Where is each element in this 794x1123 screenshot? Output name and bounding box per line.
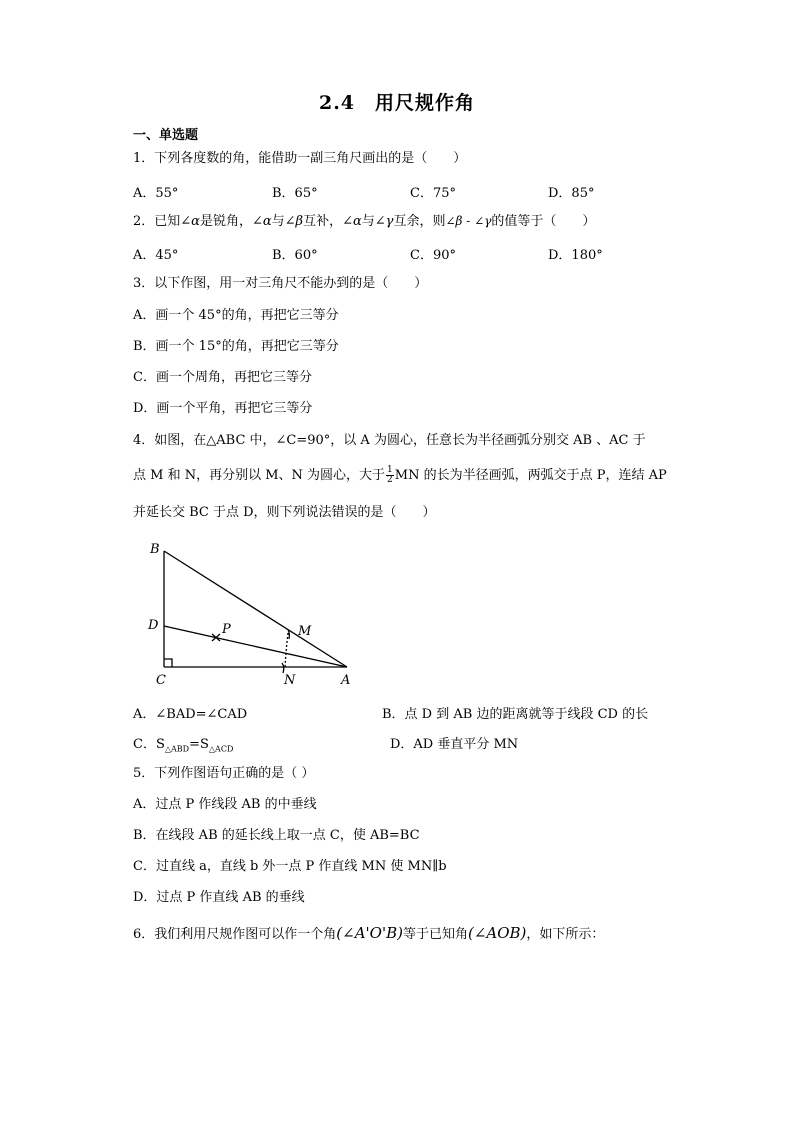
segment-ab bbox=[164, 551, 347, 667]
right-angle-mark bbox=[164, 659, 172, 667]
q3-option-a: A．画一个 45°的角，再把它三等分 bbox=[133, 308, 339, 323]
question-3-stem: 3．以下作图，用一对三角尺不能办到的是（ ） bbox=[133, 276, 428, 291]
label-a: A bbox=[341, 673, 351, 688]
question-6-stem: 6．我们利用尺规作图可以作一个角(∠A'O'B)等于已知角(∠AOB)，如下所示： bbox=[133, 924, 605, 942]
arc-mark-n bbox=[282, 663, 284, 673]
q3-option-d: D．画一个平角，再把它三等分 bbox=[133, 401, 313, 416]
arc-mn bbox=[285, 633, 288, 667]
q4-option-a: A．∠BAD=∠CAD bbox=[133, 707, 248, 722]
label-b: B bbox=[150, 542, 160, 557]
fraction-one-half: $\frac{1}{2}$ bbox=[387, 465, 393, 485]
q1-option-c: C．75° bbox=[410, 186, 456, 201]
q1-option-d: D．85° bbox=[548, 186, 595, 201]
question-1-stem: 1．下列各度数的角，能借助一副三角尺画出的是（ ） bbox=[133, 151, 467, 166]
question-4-line-1: 4．如图，在△ABC 中，∠C=90°，以 A 为圆心，任意长为半径画弧分别交 AB 、AC 于 bbox=[133, 433, 646, 448]
q4-option-c: C．$S_{\triangle ABD}=S_{\triangle ACD}$ bbox=[133, 737, 234, 754]
label-c: C bbox=[156, 673, 166, 688]
page-title: 2.4 用尺规作角 bbox=[318, 92, 476, 114]
q1-option-a: A．55° bbox=[133, 186, 179, 201]
q3-option-b: B．画一个 15°的角，再把它三等分 bbox=[133, 339, 339, 354]
question-4-line-2: 点 M 和 N，再分别以 M、N 为圆心，大于 $\frac{1}{2}$ MN 的长为半径画弧，两弧交于点 P，连结 AP bbox=[133, 465, 667, 485]
q4-option-d: D．AD 垂直平分 MN bbox=[390, 737, 519, 752]
q4-option-b: B．点 D 到 AB 边的距离就等于线段 CD 的长 bbox=[382, 707, 649, 722]
segment-ad bbox=[164, 626, 347, 667]
question-4-line-3: 并延长交 BC 于点 D，则下列说法错误的是（ ） bbox=[133, 505, 436, 520]
label-d: D bbox=[148, 618, 159, 633]
q5-option-b: B．在线段 AB 的延长线上取一点 C，使 AB=BC bbox=[133, 828, 420, 843]
q2-option-d: D．180° bbox=[548, 248, 603, 263]
q5-option-d: D．过点 P 作直线 AB 的垂线 bbox=[133, 890, 305, 905]
question-2-stem: 2．已知∠α是锐角，∠α与∠β互补，∠α与∠γ互余，则∠β - ∠γ的值等于（ ） bbox=[133, 214, 596, 229]
section-heading: 一、单选题 bbox=[133, 128, 199, 143]
q2-option-b: B．60° bbox=[272, 248, 318, 263]
label-m: M bbox=[298, 624, 312, 639]
q1-option-b: B．65° bbox=[272, 186, 318, 201]
q2-option-a: A．45° bbox=[133, 248, 179, 263]
label-n: N bbox=[284, 673, 296, 688]
label-p: P bbox=[222, 622, 231, 637]
question-5-stem: 5．下列作图语句正确的是（ ） bbox=[133, 766, 315, 781]
q3-option-c: C．画一个周角，再把它三等分 bbox=[133, 370, 312, 385]
q2-option-c: C．90° bbox=[410, 248, 456, 263]
q5-option-a: A．过点 P 作线段 AB 的中垂线 bbox=[133, 797, 317, 812]
q5-option-c: C．过直线 a，直线 b 外一点 P 作直线 MN 使 MN∥b bbox=[133, 859, 447, 874]
triangle-figure bbox=[140, 535, 370, 695]
